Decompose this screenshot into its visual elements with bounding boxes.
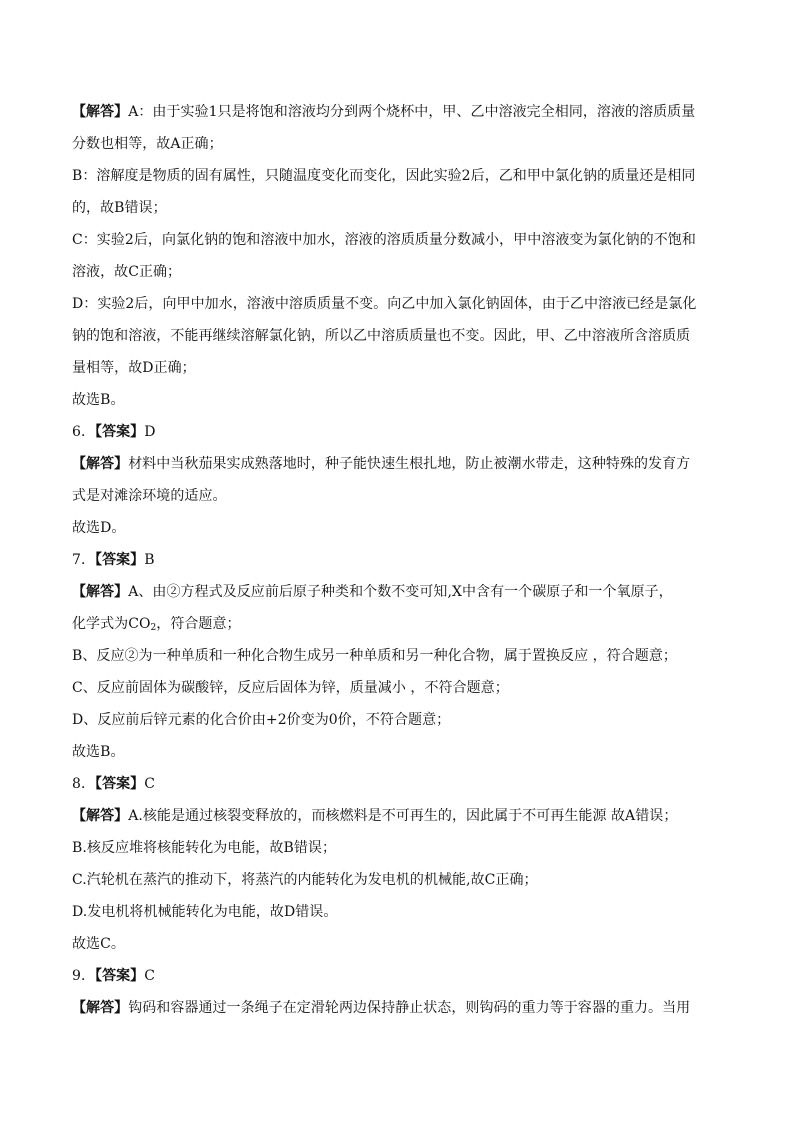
q8-answer: C [144,776,155,792]
q8-c-line: C.汽轮机在蒸汽的推动下，将蒸汽的内能转化为发电机的机械能,故C正确； [72,872,538,888]
q5-conclusion: 故选B。 [72,392,125,408]
q7-answer-line [72,544,728,576]
answer-document [72,96,728,1024]
q5-b-line2: 的，故B错误； [72,200,167,216]
q5-jieda-tag: 【解答】 [72,104,129,120]
q8-a-text: A.核能是通过核裂变释放的，而核燃料是不可再生的，因此属于不可再生能源 故A错误； [128,808,678,824]
q5-c-line2: 溶液，故C正确； [72,264,182,280]
q6-line2: 式是对滩涂环境的适应。 [72,488,227,504]
q5-a-line1 [72,96,728,128]
q7-a-line2 [72,608,728,640]
q6-answer-tag: 【答案】 [95,424,145,440]
q7-b-line: B、反应②为一种单质和一种化合物生成另一种单质和另一种化合物，属于置换反应 ，符合题意； [72,648,677,664]
q8-answer-tag: 【答案】 [95,776,145,792]
q8-a-line [72,800,728,832]
q7-answer-tag: 【答案】 [95,552,145,568]
q9-line1 [72,992,728,1024]
q6-conclusion: 故选D。 [72,520,126,536]
q9-number: 9． [72,968,96,984]
q8-d-line: D.发电机将机械能转化为电能，故D错误。 [72,904,338,920]
q6-answer-line [72,416,728,448]
q8-number: 8． [72,776,96,792]
q7-answer: B [144,552,155,568]
q7-formula-post: ，符合题意； [156,616,241,632]
q6-line1 [72,448,728,480]
q8-jieda-tag: 【解答】 [72,808,129,824]
q7-a-line1 [72,576,728,608]
q5-a-line2: 分数也相等，故A正确； [72,136,223,152]
q7-number: 7． [72,552,96,568]
q7-a-text1: A、由②方程式及反应前后原子种类和个数不变可知,X中含有一个碳原子和一个氧原子， [128,584,673,600]
q6-number: 6． [72,424,96,440]
q5-d-line2: 钠的饱和溶液，不能再继续溶解氯化钠，所以乙中溶质质量也不变。因此，甲、乙中溶液所含溶质质 [72,328,691,344]
q6-answer: D [144,424,156,440]
q9-text1: 钩码和容器通过一条绳子在定滑轮两边保持静止状态，则钩码的重力等于容器的重力。当用 [128,1000,691,1016]
q7-formula-pre: 化学式为CO [72,616,151,632]
q9-answer: C [144,968,155,984]
q8-answer-line [72,768,728,800]
q5-c-line1: C：实验2后，向氯化钠的饱和溶液中加水，溶液的溶质质量分数减小，甲中溶液变为氯化钠的不饱和 [72,232,696,248]
q5-d-line3: 量相等，故D正确； [72,360,196,376]
q7-d-line: D、反应前后锌元素的化合价由+2价变为0价，不符合题意； [72,712,451,728]
q6-jieda-tag: 【解答】 [72,456,129,472]
q5-d-line1: D：实验2后，向甲中加水，溶液中溶质质量不变。向乙中加入氯化钠固体，由于乙中溶液已经是氯化 [72,296,697,312]
q9-jieda-tag: 【解答】 [72,1000,129,1016]
q7-formula-sub: 2 [150,623,157,633]
q7-c-line: C、反应前固体为碳酸锌，反应后固体为锌，质量减小 ，不符合题意； [72,680,509,696]
q9-answer-line [72,960,728,992]
q8-conclusion: 故选C。 [72,936,125,952]
q5-b-line1: B：溶解度是物质的固有属性，只随温度变化而变化，因此实验2后，乙和甲中氯化钠的质量还是相同 [72,168,696,184]
q6-text1: 材料中当秋茄果实成熟落地时，种子能快速生根扎地，防止被潮水带走，这种特殊的发育方 [128,456,691,472]
q8-b-line: B.核反应堆将核能转化为电能，故B错误； [72,840,337,856]
q5-a-text1: A：由于实验1只是将饱和溶液均分到两个烧杯中，甲、乙中溶液完全相同，溶液的溶质质量 [128,104,696,120]
q7-jieda-tag: 【解答】 [72,584,129,600]
q9-answer-tag: 【答案】 [95,968,145,984]
q7-conclusion: 故选B。 [72,744,125,760]
